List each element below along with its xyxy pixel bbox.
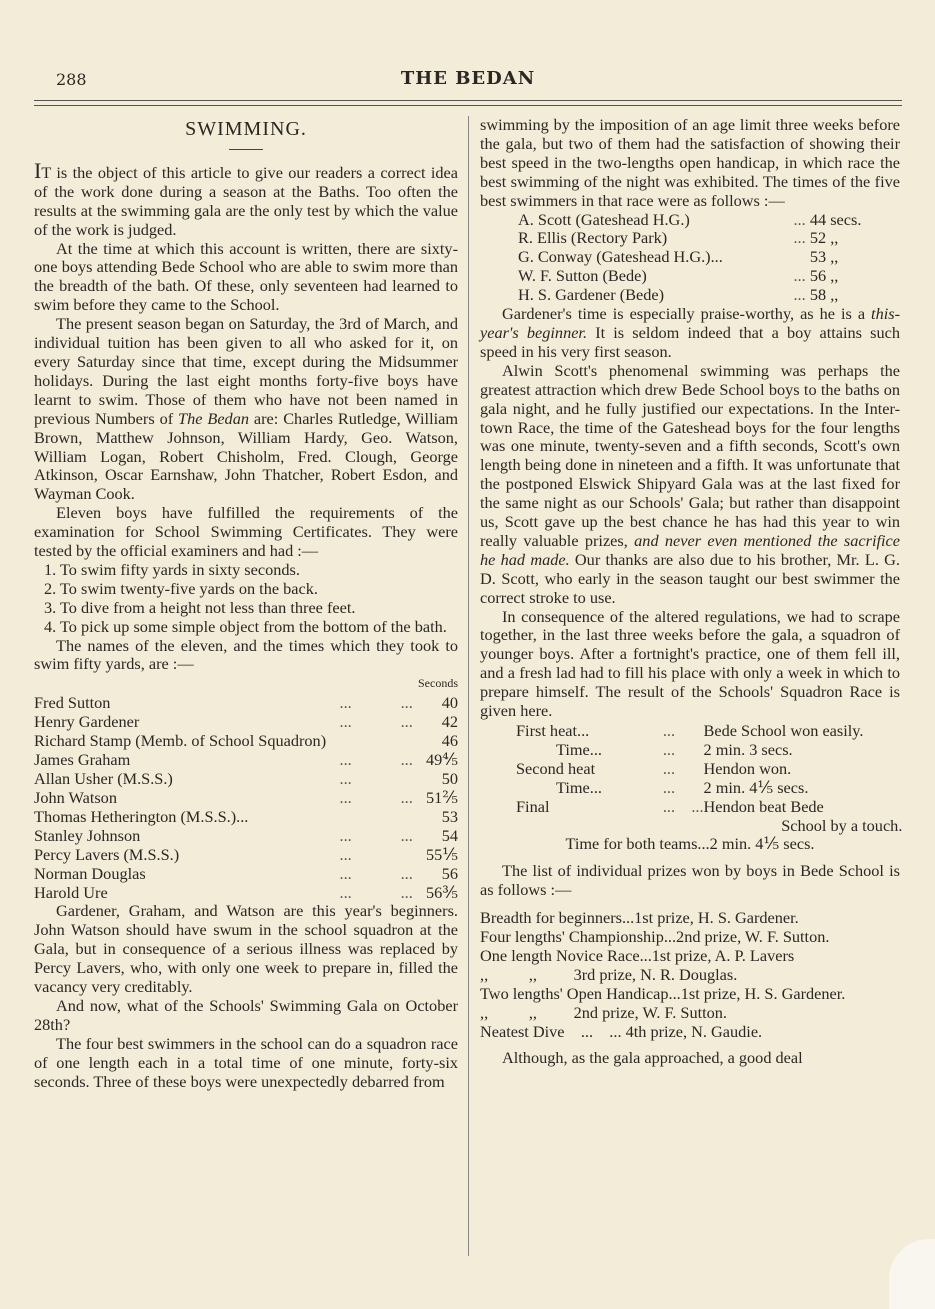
times-row: [34, 769, 458, 788]
prize-entry: ,, ,, 2nd prize, W. F. Sutton.: [480, 1002, 727, 1022]
paragraph: And now, what of the Schools' Swimming Gala on October 28th?: [34, 995, 458, 1034]
times-row: [34, 826, 458, 845]
swim-time: 55⅕: [425, 845, 458, 865]
swim-time: 58 ,,: [809, 285, 839, 305]
swim-time: 40: [441, 693, 458, 713]
leader-dots: ... ...: [339, 693, 413, 713]
result-row: [516, 778, 902, 797]
best-swimmer-row: [518, 229, 879, 248]
times-header-row: [34, 674, 458, 693]
requirement-text: To swim twenty-five yards on the back.: [60, 578, 318, 598]
header-rule-bottom: [34, 105, 902, 106]
leader-dots: ...: [662, 759, 676, 778]
prize-entry: Neatest Dive ... ... 4th prize, N. Gaudie.: [480, 1021, 763, 1041]
leader-dots: ...: [339, 769, 352, 789]
result-value: Bede School won easily.: [703, 721, 864, 740]
leader-dots: ... ...: [339, 712, 413, 732]
swimmer-name: H. S. Gardener (Bede): [518, 285, 665, 305]
times-row: [34, 864, 458, 883]
prizes-list: [480, 908, 900, 1041]
text-span: Our thanks are also due to his brother, Mr. L. G. D. Scott, who early in the season taught our best swimmer the correct stroke to use.: [480, 549, 900, 607]
result-row: [516, 816, 902, 835]
leader-dots: ... ...: [339, 864, 413, 884]
swimmer-name: Thomas Hetherington (M.S.S.)...: [34, 807, 249, 827]
seconds-label: Seconds: [418, 676, 458, 691]
header-rule-top: [34, 100, 902, 101]
result-value: 2 min. 3 secs.: [703, 740, 793, 759]
result-value: Hendon won.: [703, 759, 792, 778]
page-header: [34, 70, 902, 92]
requirement-item: [34, 618, 458, 637]
title-rule: [229, 149, 263, 150]
leader-dots: [340, 807, 417, 826]
swim-time: 53: [441, 807, 458, 827]
result-value: Hendon beat Bede: [703, 797, 824, 816]
result-row: [516, 721, 902, 740]
left-column: [34, 116, 458, 1091]
times-row: [34, 731, 458, 750]
swimmer-name: Allan Usher (M.S.S.): [34, 769, 173, 789]
leader-dots: ...: [662, 778, 676, 797]
swimmer-name: Harold Ure: [34, 883, 108, 903]
requirement-text: To pick up some simple object from the bottom of the bath.: [60, 616, 447, 636]
paragraph: [34, 637, 458, 675]
text-span: It is seldom indeed that a boy attains such speed in his very first season.: [480, 322, 900, 361]
leader-dots: [340, 731, 417, 750]
text-span: Gardener's time is especially praise-worthy, as he is a: [502, 304, 872, 324]
best-swimmers-table: [518, 211, 879, 306]
paragraph: [480, 362, 900, 608]
times-row: [34, 693, 458, 712]
paragraph: swimming by the imposition of an age limit three weeks before the gala, but two of them had the satisfaction of showing their best speed in the two-lengths open handicap, in which race the best swimming of the night was exhibited. The times of the five best swimmers in that race were as follows :—: [480, 115, 900, 210]
leader-dots: ...: [662, 740, 676, 759]
result-label: [516, 816, 663, 835]
prize-entry: Breadth for beginners...1st prize, H. S. Gardener.: [480, 907, 799, 927]
text-span: are: Charles Rutledge, William Brown, Matthew Johnson, William Hardy, Geo. Watson, William Logan, Robert Chisholm, Fred. Clough, George Atkinson, Oscar Earnshaw, John Thatcher, Robert Esdon, and Wayman Cook.: [34, 408, 459, 504]
swimmer-name: W. F. Sutton (Bede): [518, 266, 647, 286]
leader-dots: [793, 248, 809, 267]
times-row: [34, 712, 458, 731]
leader-dots: ... ...: [339, 883, 413, 903]
paper-corner: [889, 1239, 935, 1309]
times-table: [34, 674, 458, 902]
result-label: Time...: [556, 778, 602, 797]
paragraph: Gardener, Graham, and Watson are this year's beginners. John Watson should have swum in the school squadron at the Gala, but in consequence of a serious illness was replaced by Percy Lavers, who, with only one week to prepare in, filled the vacancy very creditably.: [34, 901, 458, 996]
right-column: [480, 115, 903, 1068]
result-row: [516, 759, 902, 778]
both-teams-time: Time for both teams...2 min. 4⅕ secs.: [565, 834, 815, 853]
swim-time: 50: [441, 769, 458, 789]
italic-phrase: this-year's beginner.: [480, 304, 900, 342]
times-row: [34, 788, 458, 807]
requirement-text: To swim fifty yards in sixty seconds.: [60, 559, 300, 579]
paragraph: Although, as the gala approached, a good deal: [502, 1047, 803, 1067]
result-row: [516, 797, 902, 816]
requirement-item: [34, 580, 458, 599]
swim-time: 56⅗: [425, 883, 458, 903]
drop-cap: I: [34, 157, 42, 183]
leader-dots: ... ...: [339, 788, 413, 808]
swim-time: 49⅘: [425, 750, 458, 770]
paragraph: [34, 315, 458, 504]
text-span: Alwin Scott's phenomenal swimming was perhaps the greatest attraction which drew Bede School boys to the baths on gala night, and he fully justified our expectations. In the Inter-town Race, the time of the Gateshead boys for the four lengths was one minute, twenty-seven and a fifth seconds, Scott's own length being done in nineteen and a fifth. It was unfortunate that the postponed Elswick Shipyard Gala was at the last fixed for the same night as our Schools' Gala; but rather than disappoint us, Scott gave up the best chance he has had this year to win really valuable prizes,: [480, 360, 900, 550]
page-number: 288: [56, 70, 87, 89]
leader-dots: ...: [662, 721, 676, 740]
result-label: Second heat: [516, 759, 596, 778]
result-row: [516, 740, 902, 759]
swim-time: 56: [441, 864, 458, 884]
paragraph: [480, 305, 900, 362]
paragraph: Eleven boys have fulfilled the requirements of the examination for School Swimming Certificates. They were tested by the official examiners and had :—: [34, 503, 458, 561]
result-value: 2 min. 4⅕ secs.: [703, 778, 809, 797]
times-row: [34, 807, 458, 826]
leader-dots: ... ...: [662, 797, 704, 816]
requirement-number: 4.: [44, 616, 57, 636]
swimmer-name: R. Ellis (Rectory Park): [518, 228, 668, 248]
leader-dots: ...: [793, 266, 806, 286]
swimmer-name: Richard Stamp (Memb. of School Squadron): [34, 731, 327, 751]
leader-dots: ...: [793, 228, 806, 248]
leader-dots: ... ...: [339, 826, 413, 846]
text-span: The names of the eleven, and the times which they took to swim fifty yards, are :—: [34, 635, 458, 674]
prize-entry: One length Novice Race...1st prize, A. P. Lavers: [480, 945, 795, 965]
swim-time: 56 ,,: [809, 266, 839, 286]
italic-phrase: and never even mentioned the sacrifice he had made.: [480, 530, 900, 569]
requirement-item: [34, 599, 458, 618]
column-divider: [468, 116, 469, 1256]
paragraph: The four best swimmers in the school can do a squadron race of one length each in a total time of one minute, forty-six seconds. Three of these boys were unexpectedly debarred from: [34, 1033, 458, 1091]
prize-entry: Four lengths' Championship...2nd prize, W. F. Sutton.: [480, 926, 830, 946]
swim-time: 52 ,,: [809, 228, 839, 248]
times-row: [34, 750, 458, 769]
requirements-list: [34, 561, 458, 637]
paragraph: The list of individual prizes won by boys in Bede School is as follows :—: [480, 860, 900, 899]
requirement-text: To dive from a height not less than three feet.: [60, 597, 356, 617]
swimmer-name: John Watson: [34, 788, 117, 808]
result-value: School by a touch.: [781, 816, 903, 835]
times-row: [34, 883, 458, 902]
swimmer-name: Stanley Johnson: [34, 826, 141, 846]
swimmer-name: James Graham: [34, 750, 131, 770]
swim-time: 53 ,,: [809, 247, 839, 267]
leader-dots: ...: [793, 285, 806, 305]
result-label: Final: [516, 797, 550, 816]
paragraph: At the time at which this account is written, there are sixty-one boys attending Bede School who are able to swim more than the breadth of the bath. Of these, only seventeen had learned to swim before they came to the School.: [34, 238, 458, 315]
best-swimmer-row: [518, 211, 879, 230]
paragraph-intro: [34, 157, 458, 240]
leader-dots: [663, 816, 704, 835]
text-span: The present season began on Saturday, the 3rd of March, and individual tuition has been given to all who asked for it, on every Saturday since that time, except during the Midsummer holidays. During the last eight months forty-five boys have learnt to swim. Those of them who have not been named in previous Numbers of: [34, 314, 458, 428]
best-swimmer-row: [518, 267, 879, 286]
swim-time: 44 secs.: [809, 209, 862, 229]
swimmer-name: G. Conway (Gateshead H.G.)...: [518, 247, 723, 267]
squadron-results-table: [516, 721, 902, 835]
result-label: First heat...: [516, 721, 590, 740]
times-row: [34, 845, 458, 864]
italic-title: The Bedan: [178, 408, 249, 428]
best-swimmer-row: [518, 286, 879, 305]
requirement-number: 2.: [44, 578, 57, 598]
swim-time: 54: [441, 826, 458, 846]
swim-time: 51⅖: [425, 788, 458, 808]
article-title: SWIMMING.: [185, 118, 307, 140]
swimmer-name: Percy Lavers (M.S.S.): [34, 845, 180, 865]
requirement-item: [34, 561, 458, 580]
paragraph: In consequence of the altered regulations, we had to scrape together, in the last three weeks before the gala, a squadron of younger boys. After a fortnight's practice, one of them fell ill, and a fresh lad had to fill his place with only a week in which to prepare himself. The result of the Schools' Squadron Race is given here.: [480, 606, 900, 721]
requirement-number: 3.: [44, 597, 57, 617]
swim-time: 42: [441, 712, 458, 732]
swimmer-name: A. Scott (Gateshead H.G.): [518, 209, 690, 229]
best-swimmer-row: [518, 248, 879, 267]
paragraph-intro-text: T is the object of this article to give our readers a correct idea of the work done during a season at the Baths. Too often the results at the swimming gala are the only test by which the value of the work is judged.: [34, 162, 458, 239]
swimmer-name: Fred Sutton: [34, 693, 111, 713]
leader-dots: ...: [793, 209, 806, 229]
swimmer-name: Norman Douglas: [34, 864, 146, 884]
prize-entry: Two lengths' Open Handicap...1st prize, H. S. Gardener.: [480, 983, 846, 1003]
requirement-number: 1.: [44, 559, 57, 579]
prize-entry: ,, ,, 3rd prize, N. R. Douglas.: [480, 964, 738, 984]
swimmer-name: Henry Gardener: [34, 712, 140, 732]
result-label: Time...: [556, 740, 602, 759]
running-head: THE BEDAN: [400, 68, 536, 89]
leader-dots: ... ...: [339, 750, 413, 770]
leader-dots: ...: [339, 845, 352, 865]
swim-time: 46: [441, 731, 458, 751]
